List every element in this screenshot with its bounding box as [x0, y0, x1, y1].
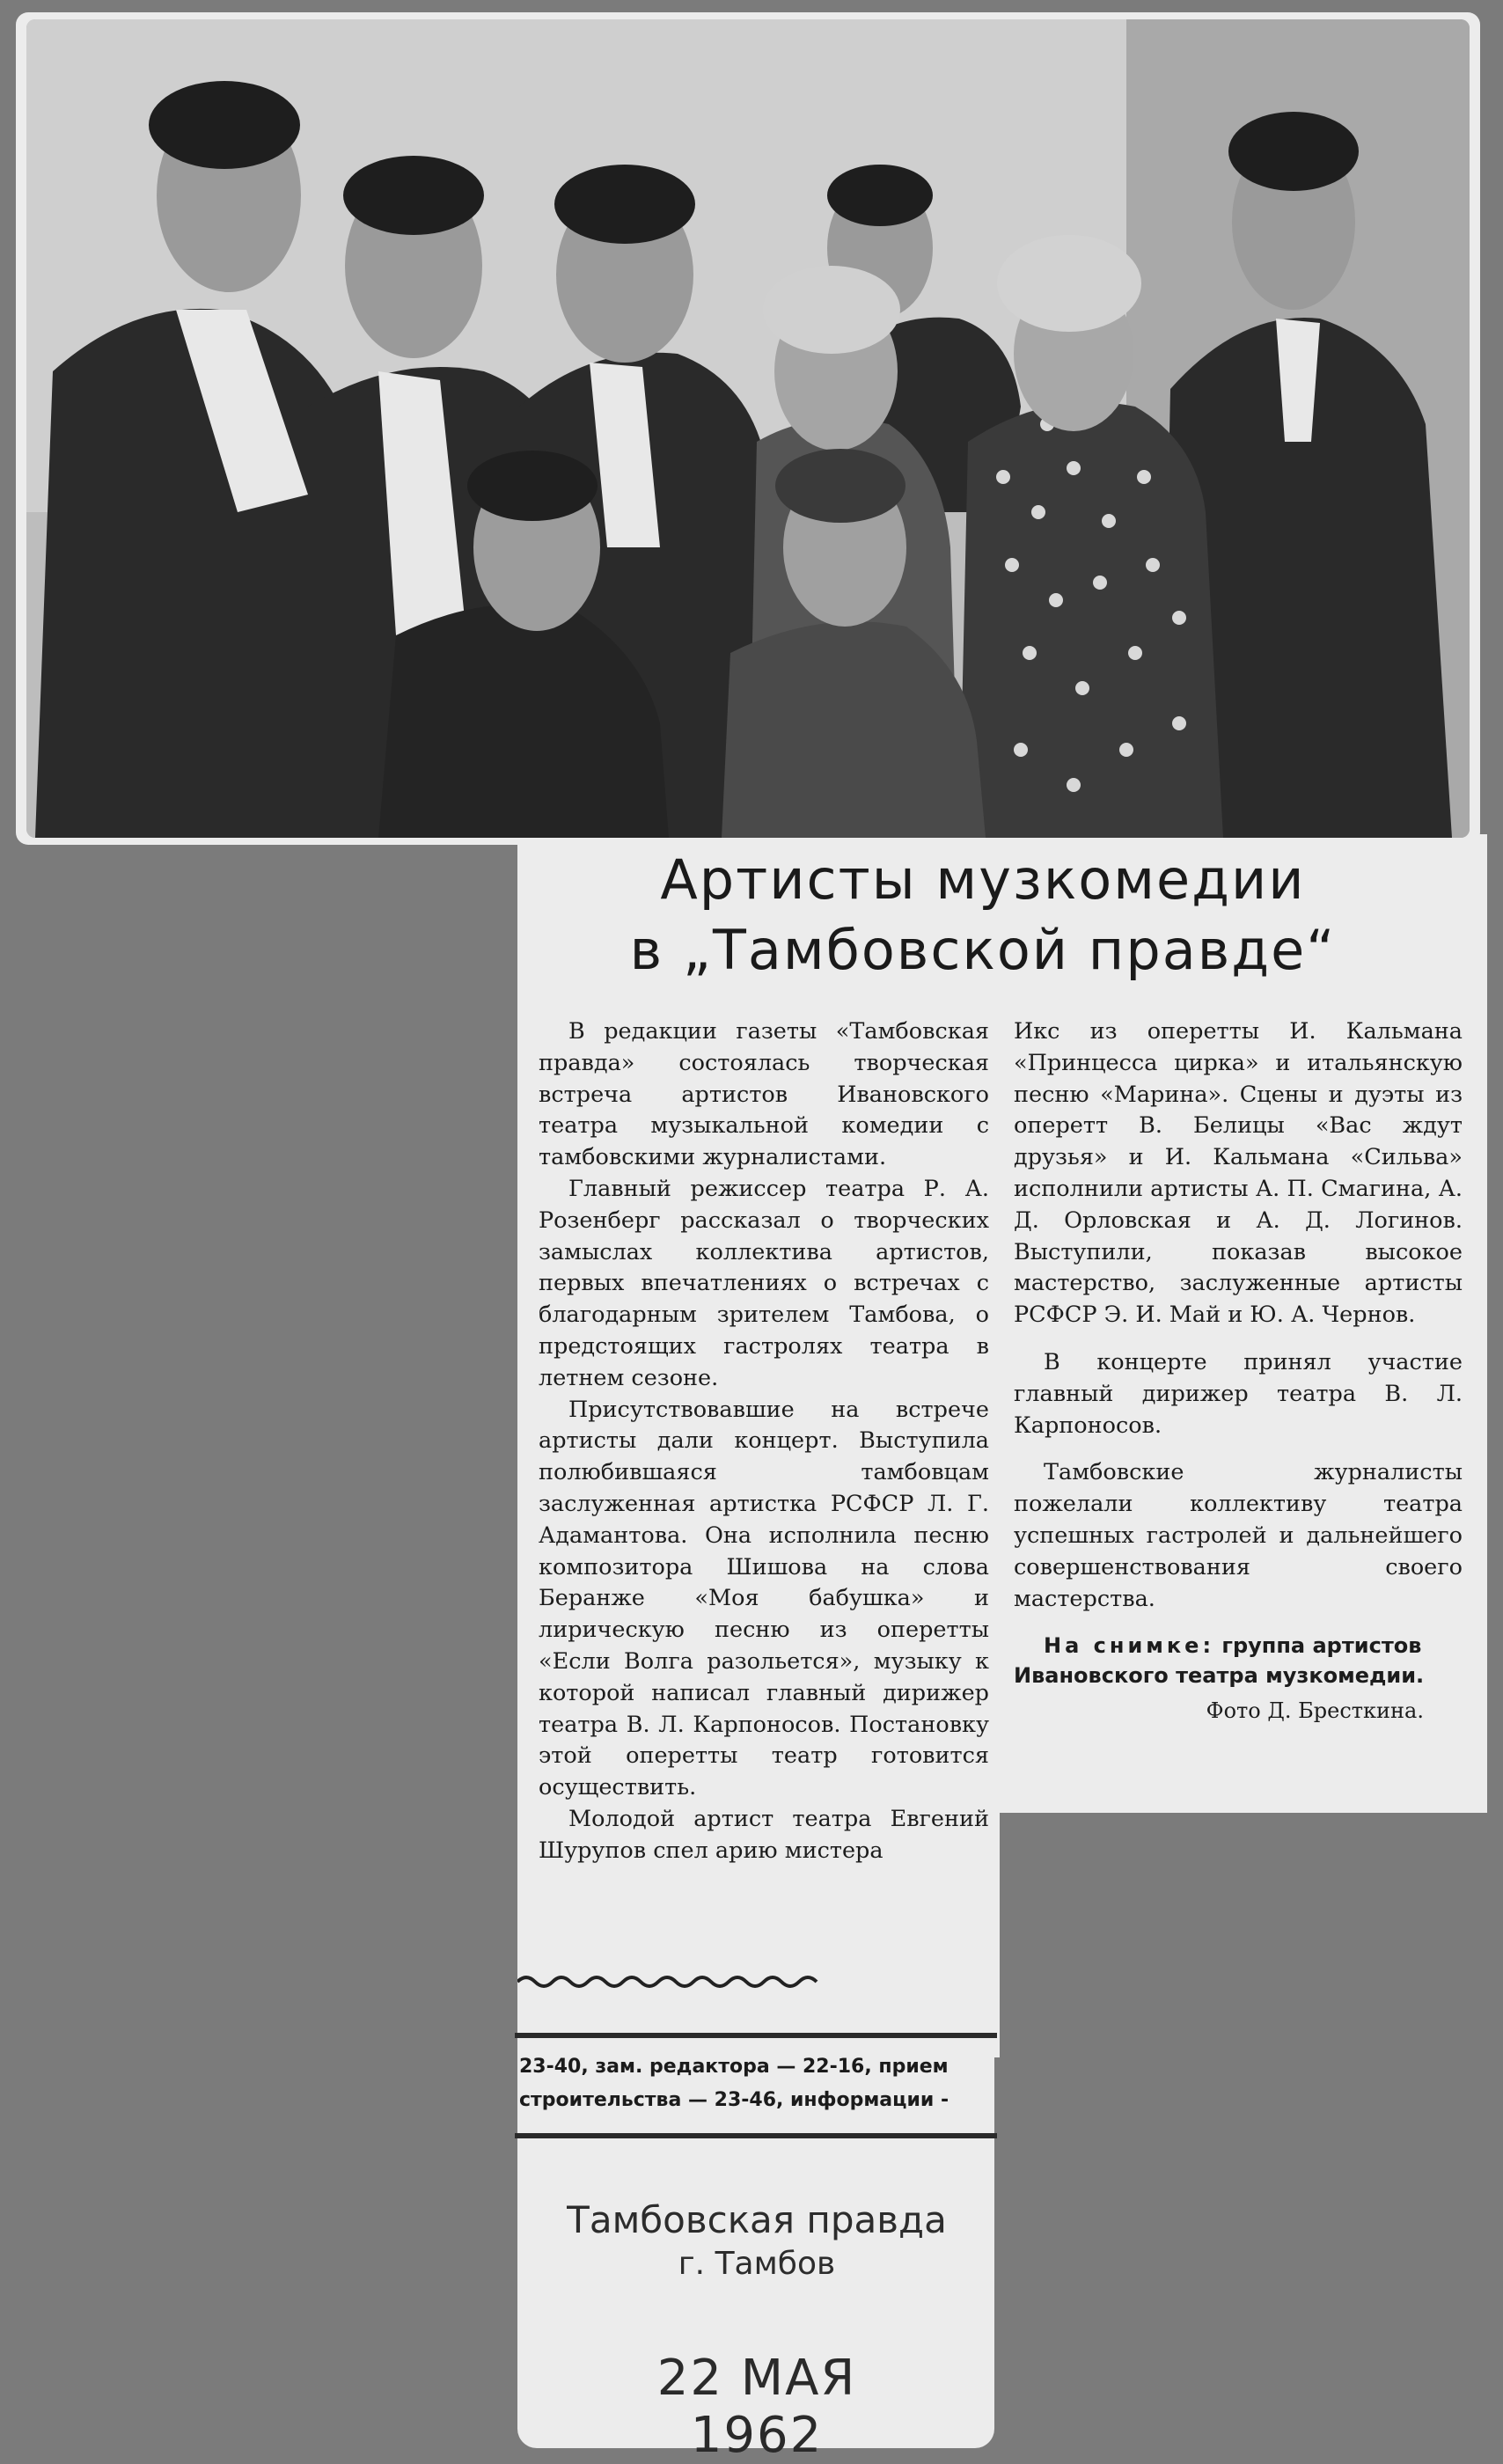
group-photo	[26, 19, 1470, 838]
paragraph: Главный режиссер театра Р. А. Розенберг рассказал о творческих замыслах коллектива артистов, первых впечатлениях о встречах с благодарным зрителем Тамбова, о предстоящих гастролях театра в летнем сезоне.	[539, 1175, 989, 1391]
paragraph: Тамбовские журналисты пожелали коллективу театра успешных гастролей и дальнейшего совершенствования своего мастерства.	[1014, 1459, 1463, 1612]
paragraph: Икс из оперетты И. Кальмана «Принцесса цирка» и итальянскую песню «Марина». Сцены и дуэты из оперетт В. Белицы «Вас ждут друзья» и И. Кальмана «Сильва» исполнили артисты А. П. Смагина, А. Д. Орловская и А. Д. Логинов. Выступили, показав высокое мастерство, заслуженные артисты РСФСР Э. И. Май и Ю. А. Чернов.	[1014, 1018, 1463, 1329]
caption-text: группа артистов Ивановского театра музкомедии.	[1014, 1633, 1425, 1689]
paragraph: Присутствовавшие на встрече артисты дали концерт. Выступила полюбившаяся тамбовцам заслуженная артистка РСФСР Л. Г. Адамантова. Она исполнила песню композитора Шишова на слова Беранже «Моя бабушка» и лирическую песню из оперетты «Если Волга разольется», музыку к которой написал главный дирижер театра В. Л. Карпоносов. Постановку этой оперетты театр готовится осуществить.	[539, 1396, 989, 1801]
paragraph: В редакции газеты «Тамбовская правда» состоялась творческая встреча артистов Ивановского театра музыкальной комедии с тамбовскими журналистами.	[539, 1018, 989, 1171]
stamp-newspaper: Тамбовская правда	[567, 2198, 947, 2241]
headline-line-2: в „Тамбовской правде“	[629, 918, 1337, 982]
stamp-city: г. Тамбов	[678, 2246, 836, 2282]
rule-bottom	[515, 2133, 997, 2138]
photo-caption	[1014, 1631, 1463, 1690]
article-headline	[539, 845, 1427, 986]
wavy-divider	[517, 1964, 993, 1999]
headline-line-1: Артисты музкомедии	[660, 847, 1306, 912]
footer-line-2: строительства — 23-46, информации -	[519, 2089, 949, 2111]
footer-line-1: 23-40, зам. редактора — 22-16, прием	[519, 2056, 949, 2078]
caption-lead: На снимке:	[1044, 1633, 1215, 1659]
phone-footer	[519, 2050, 994, 2117]
stamp-date: 22 МАЯ 1962	[656, 2350, 857, 2464]
article-column-2	[1014, 1016, 1463, 1727]
paragraph: В концерте принял участие главный дирижер театра В. Л. Карпоносов.	[1014, 1348, 1463, 1439]
paragraph: Молодой артист театра Евгений Шурупов спел арию мистера	[539, 1805, 989, 1864]
article-column-1	[539, 1016, 989, 1867]
photo-credit: Фото Д. Бресткина.	[1206, 1698, 1424, 1724]
rule-top	[515, 2033, 997, 2038]
